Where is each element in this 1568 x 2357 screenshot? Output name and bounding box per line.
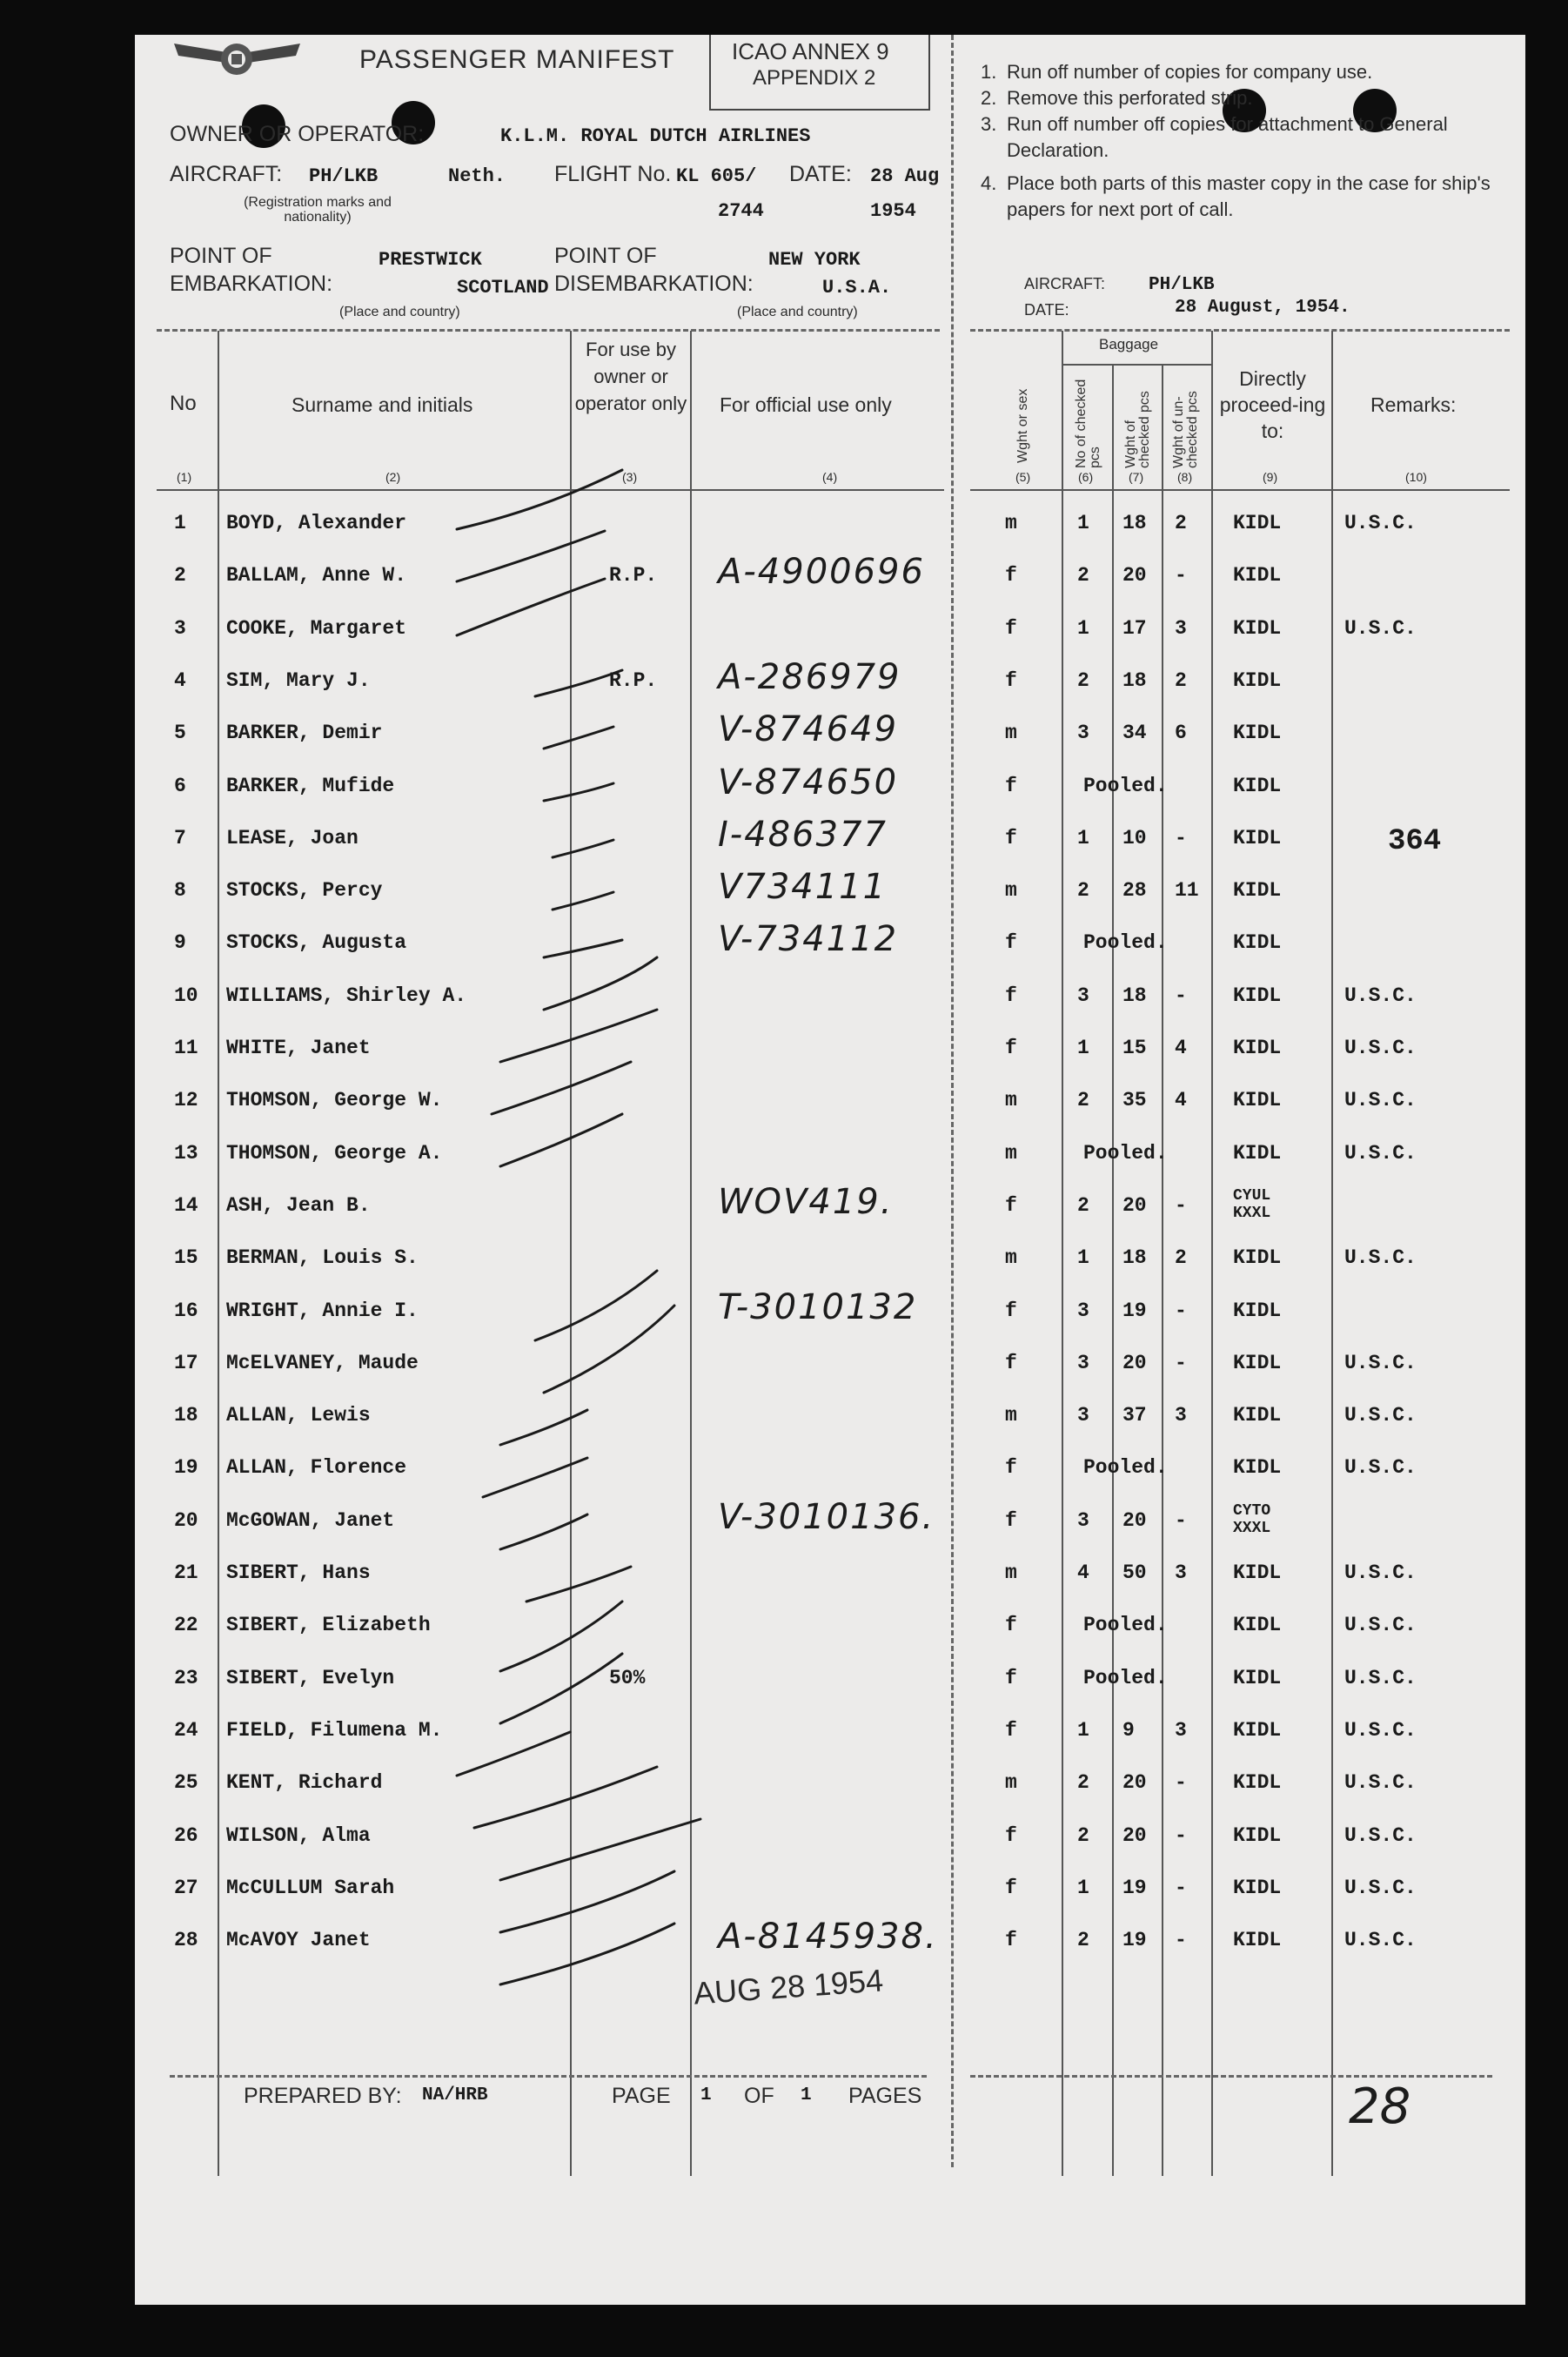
official-use-note: V-874650 [718,762,899,802]
passenger-sex: f [1005,1929,1017,1952]
official-use-note: V-734112 [718,919,899,960]
passenger-name: SIBERT, Hans [226,1561,371,1584]
destination: KIDL [1233,984,1282,1007]
col-wght-checked: Wght of checked pcs [1123,391,1152,468]
checked-pieces: 3 [1077,1299,1089,1322]
unchecked-weight: - [1175,564,1187,588]
row-number: 21 [174,1561,198,1584]
passenger-sex: m [1005,1246,1017,1270]
passenger-name: COOKE, Margaret [226,616,407,640]
unchecked-weight: - [1175,1771,1187,1795]
baggage-pooled: Pooled. [1083,1614,1168,1637]
remarks: U.S.C. [1344,1929,1417,1952]
checked-weight: 28 [1122,879,1147,903]
of-value: 1 [801,2085,812,2105]
handwritten-total: 28 [1349,2078,1411,2135]
baggage-pooled: Pooled. [1083,931,1168,955]
row-number: 16 [174,1299,198,1322]
col-num: (2) [385,470,401,484]
remarks: U.S.C. [1344,1089,1417,1112]
passenger-name: WILLIAMS, Shirley A. [226,984,467,1007]
instr-aircraft-value: PH/LKB [1149,275,1215,295]
row-number: 22 [174,1614,198,1637]
instr-date-label: DATE: [1024,301,1069,319]
flight-label: FLIGHT No. [554,162,672,186]
checked-weight: 19 [1122,1299,1147,1322]
instr-date-value: 28 August, 1954. [1175,298,1350,318]
passenger-name: WHITE, Janet [226,1037,371,1059]
row-number: 9 [174,931,186,955]
row-number: 28 [174,1929,198,1952]
passenger-name: THOMSON, George W. [226,1089,443,1112]
baggage-pooled: Pooled. [1083,774,1168,797]
row-number: 5 [174,722,186,745]
remarks: U.S.C. [1344,1718,1417,1742]
checked-weight: 20 [1122,1823,1147,1847]
col-num: (1) [177,470,192,484]
checked-pieces: 3 [1077,722,1089,745]
official-use-note: A-8145938. [718,1917,938,1957]
date-value-2: 1954 [870,200,916,222]
checked-weight: 19 [1122,1876,1147,1899]
passenger-sex: f [1005,1299,1017,1322]
unchecked-weight: - [1175,1929,1187,1952]
col-official: For official use only [720,393,892,416]
destination: KIDL [1233,1141,1282,1165]
unchecked-weight: 2 [1175,668,1187,692]
col-owner-use: For use by owner or operator only [574,339,687,414]
checked-weight: 17 [1122,616,1147,640]
passenger-name: WILSON, Alma [226,1823,371,1847]
row-number: 10 [174,984,198,1007]
passenger-sex: m [1005,722,1017,745]
checked-weight: 34 [1122,722,1147,745]
unchecked-weight: - [1175,1351,1187,1374]
owner-use-note: R.P. [609,668,658,692]
remarks: U.S.C. [1344,1561,1417,1584]
passenger-name: STOCKS, Augusta [226,931,407,955]
checked-pieces: 2 [1077,1771,1089,1795]
passenger-name: SIBERT, Evelyn [226,1666,395,1689]
checked-pieces: 3 [1077,1351,1089,1374]
passenger-name: LEASE, Joan [226,826,358,849]
checked-weight: 18 [1122,512,1147,534]
unchecked-weight: 4 [1175,1089,1187,1112]
col-num: (10) [1405,470,1427,484]
passenger-name: McAVOY Janet [226,1929,371,1952]
unchecked-weight: - [1175,1823,1187,1847]
passenger-sex: f [1005,1666,1017,1689]
page-stamp-number: 364 [1388,825,1442,858]
baggage-pooled: Pooled. [1083,1141,1168,1165]
check-marks [135,35,1525,2167]
checked-weight: 20 [1122,1351,1147,1374]
remarks: U.S.C. [1344,1141,1417,1165]
checked-weight: 20 [1122,1193,1147,1217]
passenger-sex: f [1005,1614,1017,1637]
checked-weight: 20 [1122,564,1147,588]
icao-annex: ICAO ANNEX 9 [732,38,889,64]
checked-pieces: 3 [1077,1404,1089,1427]
row-number: 19 [174,1456,198,1480]
col-wght-sex: Wght or sex [1015,388,1030,463]
aircraft-nationality: Neth. [448,165,506,187]
disembark-label: POINT OF [554,244,657,268]
destination: KIDL [1233,722,1282,745]
date-stamp: AUG 28 1954 [692,1962,885,2011]
checked-pieces: 1 [1077,1037,1089,1059]
passenger-sex: f [1005,1718,1017,1742]
passenger-name: KENT, Richard [226,1771,383,1795]
passenger-sex: m [1005,1404,1017,1427]
passenger-sex: m [1005,879,1017,903]
aircraft-label: AIRCRAFT: [170,162,283,186]
row-number: 18 [174,1404,198,1427]
official-use-note: V734111 [718,867,888,908]
passenger-sex: f [1005,1876,1017,1899]
instruction-item: 1. Run off number of copies for company use. [981,61,1373,83]
prepared-value: NA/HRB [422,2085,488,2105]
row-number: 27 [174,1876,198,1899]
page-label: PAGE [612,2084,671,2108]
owner-label: OWNER OR OPERATOR: [170,122,425,146]
destination: CYTO [1233,1501,1271,1520]
manifest-sheet [135,35,1525,2305]
remarks: U.S.C. [1344,1771,1417,1795]
date-label: DATE: [789,162,852,186]
col-no: No [170,392,197,415]
remarks: U.S.C. [1344,1456,1417,1480]
passenger-sex: m [1005,1561,1017,1584]
destination: KIDL [1233,1246,1282,1270]
pages-label: PAGES [848,2084,922,2108]
destination: KIDL [1233,1666,1282,1689]
destination-2: XXXL [1233,1519,1271,1537]
unchecked-weight: 2 [1175,512,1187,534]
col-num: (6) [1078,470,1094,484]
destination: KIDL [1233,1929,1282,1952]
row-number: 13 [174,1141,198,1165]
instr-aircraft-label: AIRCRAFT: [1024,275,1106,292]
remarks: U.S.C. [1344,1666,1417,1689]
row-number: 1 [174,512,186,534]
row-number: 14 [174,1193,198,1217]
unchecked-weight: 6 [1175,722,1187,745]
embark-label-2: EMBARKATION: [170,272,333,296]
unchecked-weight: 3 [1175,1561,1187,1584]
instruction-item: 4. Place both parts of this master copy in the case for ship's papers for next port of call. [981,172,1491,220]
owner-use-note: R.P. [609,564,658,588]
row-number: 3 [174,616,186,640]
icao-appendix: APPENDIX 2 [753,66,876,90]
destination: KIDL [1233,1876,1282,1899]
row-number: 24 [174,1718,198,1742]
passenger-sex: m [1005,1771,1017,1795]
row-number: 20 [174,1508,198,1532]
checked-pieces: 3 [1077,1508,1089,1532]
checked-weight: 20 [1122,1508,1147,1532]
passenger-sex: f [1005,668,1017,692]
checked-pieces: 2 [1077,1929,1089,1952]
checked-pieces: 1 [1077,1876,1089,1899]
checked-pieces: 2 [1077,668,1089,692]
destination: KIDL [1233,512,1282,534]
row-number: 26 [174,1823,198,1847]
destination: KIDL [1233,616,1282,640]
passenger-sex: f [1005,931,1017,955]
remarks: U.S.C. [1344,1876,1417,1899]
row-number: 15 [174,1246,198,1270]
checked-weight: 10 [1122,826,1147,849]
official-use-note: T-3010132 [718,1286,918,1327]
passenger-name: McCULLUM Sarah [226,1876,395,1899]
unchecked-weight: - [1175,1193,1187,1217]
unchecked-weight: 4 [1175,1037,1187,1059]
official-use-note: A-286979 [718,656,901,697]
destination: KIDL [1233,1823,1282,1847]
passenger-name: McELVANEY, Maude [226,1351,419,1374]
remarks: U.S.C. [1344,1823,1417,1847]
destination: KIDL [1233,1561,1282,1584]
passenger-name: McGOWAN, Janet [226,1508,395,1532]
checked-pieces: 1 [1077,826,1089,849]
destination: KIDL [1233,1771,1282,1795]
aircraft-registration: PH/LKB [309,165,379,187]
checked-pieces: 1 [1077,1718,1089,1742]
checked-pieces: 2 [1077,1193,1089,1217]
row-number: 25 [174,1771,198,1795]
col-num: (3) [622,470,638,484]
passenger-name: STOCKS, Percy [226,879,383,903]
passenger-name: THOMSON, George A. [226,1141,443,1165]
col-wght-unchecked: Wght of un-checked pcs [1171,391,1200,468]
flight-number: KL 605/ [676,165,757,187]
embark-note: (Place and country) [339,305,460,319]
destination: KIDL [1233,1456,1282,1480]
col-no-checked: No of checked pcs [1074,379,1102,468]
checked-weight: 18 [1122,668,1147,692]
footer-rule [170,2075,927,2078]
destination: KIDL [1233,826,1282,849]
row-number: 4 [174,668,186,692]
passenger-sex: f [1005,1823,1017,1847]
checked-pieces: 4 [1077,1561,1089,1584]
col-surname: Surname and initials [291,393,473,416]
remarks: U.S.C. [1344,512,1417,534]
passenger-name: ASH, Jean B. [226,1193,371,1217]
col-num: (9) [1263,470,1278,484]
passenger-name: BARKER, Mufide [226,774,395,797]
checked-weight: 20 [1122,1771,1147,1795]
row-number: 8 [174,879,186,903]
destination: KIDL [1233,564,1282,588]
passenger-sex: f [1005,1037,1017,1059]
checked-weight: 9 [1122,1718,1135,1742]
remarks: U.S.C. [1344,1404,1417,1427]
destination: KIDL [1233,1299,1282,1322]
col-baggage: Baggage [1099,336,1159,353]
checked-pieces: 3 [1077,984,1089,1007]
passenger-sex: m [1005,1141,1017,1165]
unchecked-weight: 3 [1175,616,1187,640]
passenger-sex: f [1005,616,1017,640]
unchecked-weight: - [1175,1299,1187,1322]
instruction-item: 2. Remove this perforated strip. [981,87,1253,109]
destination-2: KXXL [1233,1204,1271,1222]
aircraft-note: (Registration marks and nationality) [244,195,392,225]
unchecked-weight: - [1175,1876,1187,1899]
passenger-sex: f [1005,1351,1017,1374]
unchecked-weight: - [1175,826,1187,849]
checked-pieces: 2 [1077,879,1089,903]
page-value: 1 [700,2085,712,2105]
remarks: U.S.C. [1344,1246,1417,1270]
disembark-label-2: DISEMBARKATION: [554,272,754,296]
instruction-item: 3. Run off number off copies for attachment to General Declaration. [981,113,1448,161]
passenger-sex: f [1005,826,1017,849]
passenger-name: SIBERT, Elizabeth [226,1614,431,1637]
passenger-name: FIELD, Filumena M. [226,1718,443,1742]
footer-rule [970,2075,1492,2078]
destination: KIDL [1233,1089,1282,1112]
official-use-note: V-3010136. [718,1496,935,1537]
destination: KIDL [1233,1037,1282,1059]
checked-pieces: 2 [1077,1823,1089,1847]
disembark-note: (Place and country) [737,305,858,319]
embark-value: PRESTWICK [379,249,482,271]
col-num: (4) [822,470,838,484]
disembark-value: NEW YORK [768,249,861,271]
passenger-name: BOYD, Alexander [226,512,407,534]
col-num: (5) [1015,470,1031,484]
col-num: (7) [1129,470,1144,484]
official-use-note: I-486377 [718,814,888,855]
unchecked-weight: - [1175,984,1187,1007]
row-number: 17 [174,1351,198,1374]
unchecked-weight: 2 [1175,1246,1187,1270]
row-number: 7 [174,826,186,849]
row-number: 12 [174,1089,198,1112]
checked-pieces: 1 [1077,616,1089,640]
col-remarks: Remarks: [1370,393,1457,416]
passenger-sex: m [1005,1089,1017,1112]
owner-use-note: 50% [609,1666,646,1689]
baggage-pooled: Pooled. [1083,1666,1168,1689]
unchecked-weight: 11 [1175,879,1199,903]
remarks: U.S.C. [1344,1614,1417,1637]
destination: KIDL [1233,1404,1282,1427]
remarks: U.S.C. [1344,1351,1417,1374]
destination: KIDL [1233,879,1282,903]
checked-pieces: 1 [1077,1246,1089,1270]
unchecked-weight: - [1175,1508,1187,1532]
checked-weight: 18 [1122,1246,1147,1270]
passenger-sex: f [1005,1456,1017,1480]
checked-weight: 50 [1122,1561,1147,1584]
remarks: U.S.C. [1344,1037,1417,1059]
col-num: (8) [1177,470,1193,484]
passenger-sex: f [1005,1193,1017,1217]
checked-weight: 18 [1122,984,1147,1007]
passenger-name: ALLAN, Lewis [226,1404,371,1427]
owner-value: K.L.M. ROYAL DUTCH AIRLINES [500,125,811,147]
checked-weight: 35 [1122,1089,1147,1112]
prepared-label: PREPARED BY: [244,2084,402,2108]
manifest-title: PASSENGER MANIFEST [359,45,675,74]
destination: KIDL [1233,1351,1282,1374]
unchecked-weight: 3 [1175,1404,1187,1427]
destination: KIDL [1233,1614,1282,1637]
row-number: 23 [174,1666,198,1689]
remarks: U.S.C. [1344,984,1417,1007]
passenger-name: BERMAN, Louis S. [226,1246,419,1270]
checked-weight: 19 [1122,1929,1147,1952]
row-number: 11 [174,1037,198,1059]
col-directly: Directly proceed-ing to: [1219,367,1326,442]
passenger-sex: f [1005,564,1017,588]
checked-pieces: 2 [1077,1089,1089,1112]
checked-pieces: 1 [1077,512,1089,534]
of-label: OF [744,2084,774,2108]
flight-number-2: 2744 [718,200,764,222]
checked-weight: 15 [1122,1037,1147,1059]
date-value: 28 Aug [870,165,940,187]
official-use-note: V-874649 [718,709,899,750]
disembark-value-2: U.S.A. [822,277,892,299]
checked-weight: 37 [1122,1404,1147,1427]
row-number: 6 [174,774,186,797]
checked-pieces: 2 [1077,564,1089,588]
destination: KIDL [1233,1718,1282,1742]
destination: KIDL [1233,668,1282,692]
destination: CYUL [1233,1186,1271,1205]
remarks: U.S.C. [1344,616,1417,640]
passenger-name: SIM, Mary J. [226,668,371,692]
passenger-name: BALLAM, Anne W. [226,564,407,588]
row-number: 2 [174,564,186,588]
passenger-name: ALLAN, Florence [226,1456,407,1480]
unchecked-weight: 3 [1175,1718,1187,1742]
embark-label: POINT OF [170,244,272,268]
official-use-note: A-4900696 [718,552,925,593]
official-use-note: WOV419. [718,1181,894,1222]
destination: KIDL [1233,774,1282,797]
passenger-sex: m [1005,512,1017,534]
baggage-pooled: Pooled. [1083,1456,1168,1480]
embark-value-2: SCOTLAND [457,277,549,299]
passenger-name: BARKER, Demir [226,722,383,745]
passenger-sex: f [1005,774,1017,797]
passenger-name: WRIGHT, Annie I. [226,1299,419,1322]
passenger-sex: f [1005,984,1017,1007]
destination: KIDL [1233,931,1282,955]
passenger-sex: f [1005,1508,1017,1532]
